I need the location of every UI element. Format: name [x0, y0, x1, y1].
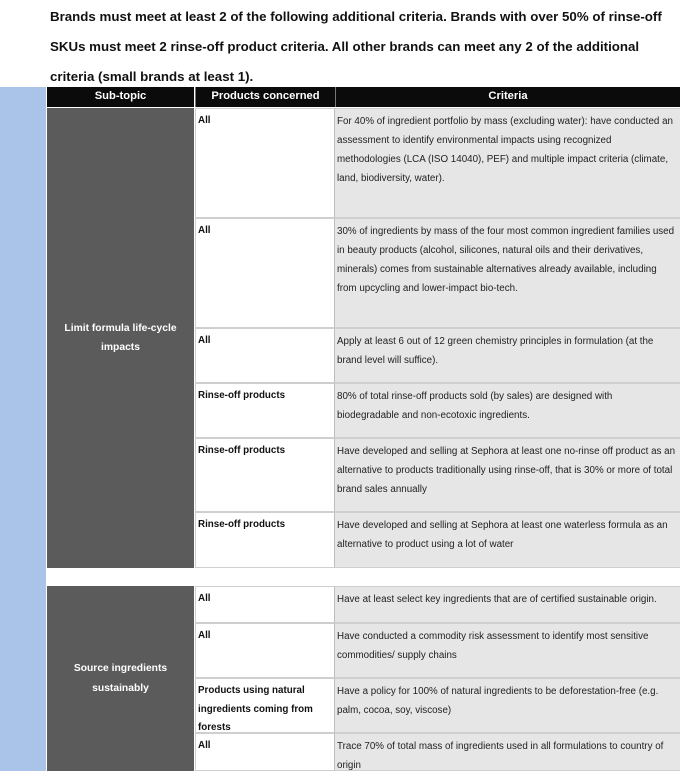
products-cell: All: [195, 218, 335, 328]
subtopic-cell: Source ingredients sustainably: [47, 586, 194, 771]
side-label: [2, 424, 42, 444]
criteria-cell: Apply at least 6 out of 12 green chemistry principles in formulation (at the brand level will suffice).: [335, 328, 680, 383]
products-cell: Rinse-off products: [195, 512, 335, 568]
table-row: [195, 512, 680, 568]
criteria-cell: 30% of ingredients by mass of the four most common ingredient families used in beauty products (alcohol, silicones, natural oils and their derivatives, minerals) comes from sustainable alternatives already available, including from upcycling and lower-impact bio-tech.: [335, 218, 680, 328]
products-cell: All: [195, 623, 335, 678]
intro-paragraph: Brands must meet at least 2 of the following additional criteria. Brands with over 50% of rinse-off SKUs must meet 2 rinse-off product criteria. All other brands can meet any 2 of the additional criteria (small brands at least 1).: [50, 9, 662, 84]
header-criteria: Criteria: [335, 87, 680, 107]
products-cell: All: [195, 328, 335, 383]
subtopic-cell: Limit formula life-cycle impacts: [47, 108, 194, 568]
table-row: [195, 383, 680, 438]
table-row: [195, 218, 680, 328]
header-products: Products concerned: [195, 87, 335, 107]
table-row: [195, 108, 680, 218]
products-cell: Rinse-off products: [195, 383, 335, 438]
products-cell: All: [195, 733, 335, 771]
table-row: [195, 678, 680, 733]
criteria-cell: Have a policy for 100% of natural ingredients to be deforestation-free (e.g. palm, cocoa, soy, viscose): [335, 678, 680, 733]
table-row: [195, 623, 680, 678]
table-row: [195, 328, 680, 383]
products-cell: All: [195, 108, 335, 218]
group-spacer: [47, 568, 680, 586]
table-row: [195, 438, 680, 512]
products-cell: All: [195, 586, 335, 623]
table-row: [195, 733, 680, 771]
criteria-cell: Have conducted a commodity risk assessment to identify most sensitive commodities/ supply chains: [335, 623, 680, 678]
criteria-cell: 80% of total rinse-off products sold (by sales) are designed with biodegradable and non-ecotoxic ingredients.: [335, 383, 680, 438]
criteria-cell: Trace 70% of total mass of ingredients used in all formulations to country of origin: [335, 733, 680, 771]
criteria-cell: Have developed and selling at Sephora at least one no-rinse off product as an alternative to products traditionally using rinse-off, that is 30% or more of total brand sales annually: [335, 438, 680, 512]
table-row: [195, 586, 680, 623]
header-subtopic: Sub-topic: [47, 87, 194, 107]
criteria-cell: Have at least select key ingredients that are of certified sustainable origin.: [335, 586, 680, 623]
criteria-cell: For 40% of ingredient portfolio by mass (excluding water): have conducted an assessment to identify environmental impacts using recognized methodologies (LCA (ISO 14040), PEF) and multiple impact criteria (climate, land, biodiversity, water).: [335, 108, 680, 218]
criteria-cell: Have developed and selling at Sephora at least one waterless formula as an alternative to product using a lot of water: [335, 512, 680, 568]
products-cell: Products using natural ingredients coming from forests: [195, 678, 335, 733]
products-cell: Rinse-off products: [195, 438, 335, 512]
